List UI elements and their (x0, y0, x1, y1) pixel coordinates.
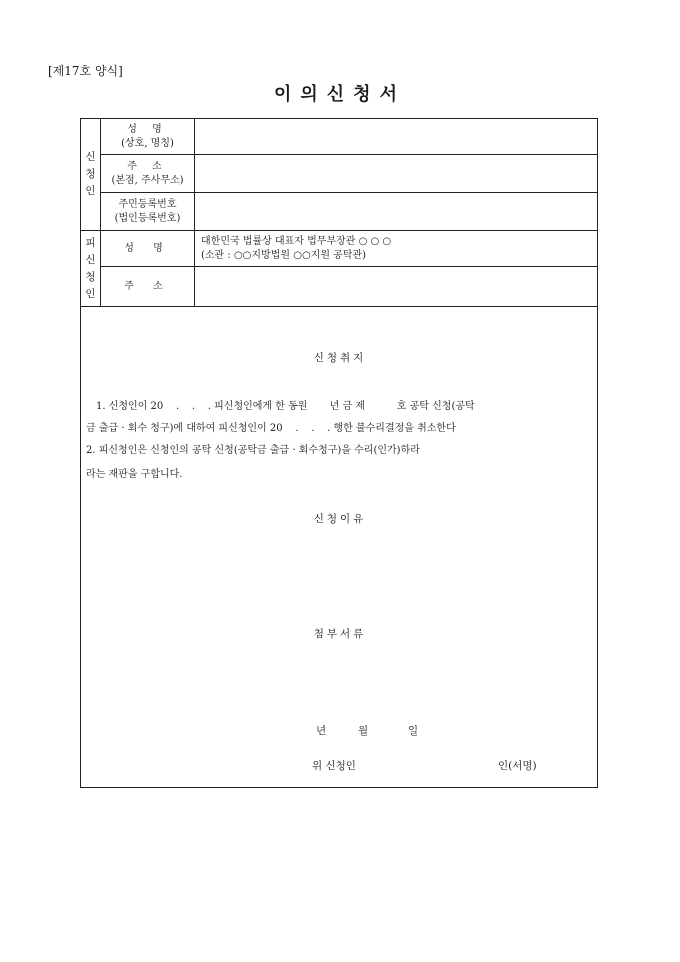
respondent-address-field[interactable] (195, 267, 598, 307)
applicant-address-label (101, 155, 195, 193)
purpose-line-2: 금 출급 · 회수 청구)에 대하여 피신청인이 20 . . . 행한 불수리결정을 취소한다 (86, 423, 456, 434)
group-char: 청 (85, 168, 96, 180)
respondent-address-label (101, 267, 195, 307)
reason-heading: 신청이유 (313, 513, 367, 525)
label-line: 성 명 (124, 242, 171, 254)
value-line: 대한민국 법률상 대표자 법무부장관 ○ ○ ○ (201, 235, 392, 247)
label-line: 성 명 (127, 123, 168, 135)
applicant-group-label (81, 119, 101, 231)
purpose-line-3: 2. 피신청인은 신청인의 공탁 신청(공탁금 출급 · 회수청구)을 수리(인가)하라 (86, 445, 420, 456)
group-char: 인 (85, 287, 96, 300)
party-info-table (80, 118, 598, 307)
group-char: 피 (85, 236, 96, 249)
label-line: 주 소 (127, 160, 168, 172)
group-char: 인 (85, 185, 96, 197)
value-line: (소관 : ○○지방법원 ○○지원 공탁관) (201, 249, 367, 261)
applicant-address-row (81, 155, 598, 193)
attachments-heading: 첨부서류 (313, 628, 367, 640)
purpose-heading: 신청취지 (313, 352, 367, 364)
applicant-id-row (81, 193, 598, 231)
respondent-address-row (81, 267, 598, 307)
applicant-name-field[interactable] (195, 119, 598, 155)
purpose-line-4: 라는 재판을 구합니다. (86, 469, 183, 480)
purpose-line-1: 1. 신청인이 20 . . . 피신청인에게 한 동원 년 금 제 호 공탁 신청(공탁 (96, 401, 475, 412)
respondent-group-label (81, 231, 101, 307)
applicant-name-row (81, 119, 598, 155)
signature-applicant-label: 위 신청인 (312, 760, 356, 772)
label-line: 주 소 (124, 280, 171, 292)
date-day-label: 일 (408, 725, 419, 737)
label-line: (법인등록번호) (114, 212, 181, 224)
group-char: 신 (85, 253, 96, 266)
applicant-address-field[interactable] (195, 155, 598, 193)
respondent-name-row (81, 231, 598, 267)
label-line: 주민등록번호 (118, 198, 177, 210)
signature-seal-label: 인(서명) (498, 760, 537, 772)
applicant-id-field[interactable] (195, 193, 598, 231)
group-char: 청 (85, 270, 96, 283)
form-number-label: [제17호 양식] (48, 64, 123, 78)
date-year-label: 년 (316, 725, 327, 737)
respondent-name-label (101, 231, 195, 267)
label-line: (본점, 주사무소) (111, 174, 184, 186)
applicant-id-label (101, 193, 195, 231)
respondent-name-value (195, 231, 598, 267)
applicant-name-label (101, 119, 195, 155)
group-char: 신 (85, 151, 96, 163)
label-line: (상호, 명칭) (121, 137, 174, 149)
document-title: 이의신청서 (274, 84, 406, 105)
date-month-label: 월 (358, 725, 369, 737)
